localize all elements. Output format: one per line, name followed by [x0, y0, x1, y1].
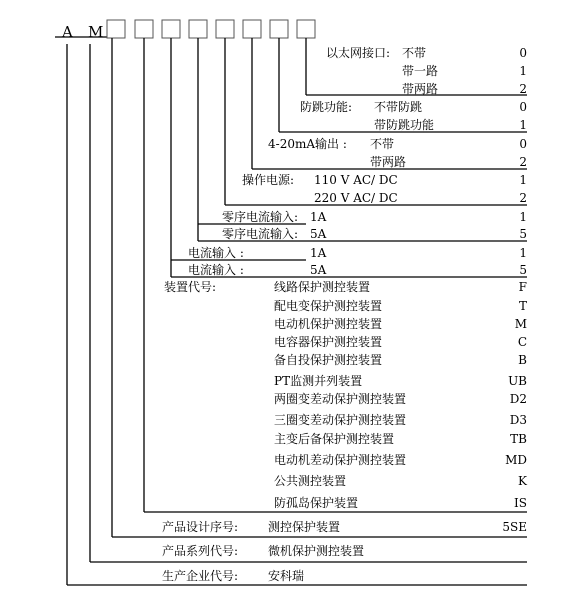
desc-power-110: 110 V AC/ DC: [314, 173, 398, 187]
code-box-3: [162, 20, 180, 38]
code-device-d2: D2: [509, 392, 527, 406]
desc-analog-output-two: 带两路: [370, 155, 407, 169]
desc-current-5a: 5A: [310, 263, 327, 277]
desc-antijump-none: 不带防跳: [374, 100, 423, 114]
code-device-motor: M: [514, 317, 527, 331]
code-box-6: [243, 20, 261, 38]
code-device-k: K: [518, 474, 527, 488]
desc-power-220: 220 V AC/ DC: [314, 191, 398, 205]
code-antijump-with: 1: [519, 118, 527, 132]
desc-device-k: 公共测控装置: [274, 474, 347, 488]
code-device-pt: UB: [508, 374, 527, 388]
field-analog-output: 4-20mA输出 :: [268, 137, 347, 151]
desc-device-d2: 两圈变差动保护测控装置: [274, 392, 407, 406]
code-device-transformer: T: [518, 299, 527, 313]
field-device-code: 装置代号:: [164, 280, 217, 294]
code-box-8: [297, 20, 315, 38]
code-device-d3: D3: [509, 413, 527, 427]
desc-zero-seq-5a: 5A: [310, 227, 327, 241]
desc-series: 微机保护测控装置: [268, 544, 365, 558]
code-zero-seq-1a: 1: [519, 210, 527, 224]
code-box-4: [189, 20, 207, 38]
code-analog-output-none: 0: [519, 137, 527, 151]
code-device-md: MD: [505, 453, 527, 467]
code-ethernet-one: 1: [519, 64, 527, 78]
code-zero-seq-5a: 5: [519, 227, 527, 241]
desc-zero-seq-1a: 1A: [310, 210, 327, 224]
field-zero-seq-1a: 零序电流输入:: [222, 210, 299, 224]
code-power-110: 1: [519, 173, 527, 187]
field-ethernet: 以太网接口:: [326, 46, 391, 60]
code-ethernet-none: 0: [519, 46, 527, 60]
desc-design-serial: 测控保护装置: [268, 520, 341, 534]
code-device-auto-transfer: B: [518, 353, 527, 367]
desc-current-1a: 1A: [310, 246, 327, 260]
desc-ethernet-none: 不带: [402, 46, 427, 60]
code-device-capacitor: C: [517, 335, 527, 349]
field-antijump: 防跳功能:: [300, 100, 353, 114]
code-letter-m: M: [88, 23, 104, 41]
code-box-7: [270, 20, 288, 38]
desc-device-auto-transfer: 备自投保护测控装置: [274, 353, 383, 367]
code-current-5a: 5: [519, 263, 527, 277]
field-series: 产品系列代号:: [162, 544, 239, 558]
desc-device-capacitor: 电容器保护测控装置: [274, 335, 383, 349]
code-box-5: [216, 20, 234, 38]
field-current-1a: 电流输入 :: [188, 246, 244, 260]
code-analog-output-two: 2: [519, 155, 527, 169]
code-device-is: IS: [514, 496, 527, 510]
code-letter-a: A: [62, 23, 73, 41]
desc-antijump-with: 带防跳功能: [374, 118, 435, 132]
desc-device-pt: PT监测并列装置: [274, 374, 363, 388]
field-zero-seq-5a: 零序电流输入:: [222, 227, 299, 241]
code-device-line: F: [518, 280, 527, 294]
desc-device-md: 电动机差动保护测控装置: [274, 453, 407, 467]
desc-device-d3: 三圈变差动保护测控装置: [274, 413, 407, 427]
desc-device-is: 防孤岛保护装置: [274, 496, 359, 510]
desc-ethernet-one: 带一路: [402, 64, 439, 78]
desc-analog-output-none: 不带: [370, 137, 395, 151]
code-current-1a: 1: [519, 246, 527, 260]
code-ethernet-two: 2: [519, 82, 527, 96]
field-design-serial: 产品设计序号:: [162, 520, 239, 534]
code-design-serial: 5SE: [502, 520, 527, 534]
field-company: 生产企业代号:: [162, 569, 239, 583]
desc-device-transformer: 配电变保护测控装置: [274, 299, 383, 313]
code-power-220: 2: [519, 191, 527, 205]
code-device-tb: TB: [510, 432, 527, 446]
code-box-2: [135, 20, 153, 38]
desc-device-tb: 主变后备保护测控装置: [274, 432, 395, 446]
desc-company: 安科瑞: [268, 569, 305, 583]
desc-device-motor: 电动机保护测控装置: [274, 317, 383, 331]
field-power: 操作电源:: [242, 173, 295, 187]
code-box-1: [107, 20, 125, 38]
code-antijump-none: 0: [519, 100, 527, 114]
desc-device-line: 线路保护测控装置: [274, 280, 371, 294]
field-current-5a: 电流输入 :: [188, 263, 244, 277]
desc-ethernet-two: 带两路: [402, 82, 439, 96]
